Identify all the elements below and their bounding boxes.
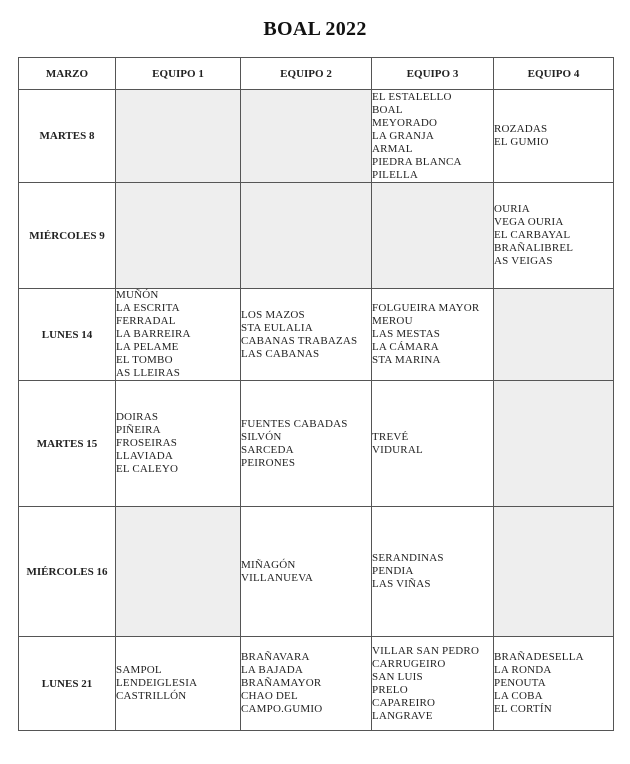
location-name: CHAO DEL xyxy=(241,690,298,702)
column-header-month: MARZO xyxy=(19,58,116,90)
day-cell: LUNES 14 xyxy=(19,289,116,381)
team-3-cell xyxy=(372,637,494,731)
location-name: LOS MAZOS xyxy=(241,308,305,321)
location-name: STA EULALIA xyxy=(241,321,313,334)
team-4-cell xyxy=(494,183,614,289)
team-2-cell xyxy=(241,637,372,731)
location-name: SAMPOL xyxy=(116,664,162,676)
location-name: MUÑÓN xyxy=(116,289,159,301)
team-1-cell xyxy=(116,289,241,381)
location-name: VIDURAL xyxy=(372,443,423,456)
location-name: MEROU xyxy=(372,315,413,327)
location-name: BRAÑAMAYOR xyxy=(241,677,322,689)
header-row xyxy=(19,58,614,90)
location-name: PIÑEIRA xyxy=(116,424,161,436)
location-name: LA ESCRITA xyxy=(116,302,180,314)
location-name: LA RONDA xyxy=(494,664,552,676)
location-name: STA MARINA xyxy=(372,354,441,366)
location-name: LAS CABANAS xyxy=(241,347,320,360)
location-name: PENOUTA xyxy=(494,677,546,689)
team-1-cell xyxy=(116,90,241,183)
location-name: LENDEIGLESIA xyxy=(116,677,198,689)
team-4-cell xyxy=(494,507,614,637)
table-row xyxy=(19,381,614,507)
location-name: SERANDINAS xyxy=(372,552,444,564)
location-name: VILLANUEVA xyxy=(241,571,314,584)
location-name: FROSEIRAS xyxy=(116,437,178,449)
location-name: PENDIA xyxy=(372,565,414,577)
table-row xyxy=(19,289,614,381)
location-name: FOLGUEIRA MAYOR xyxy=(372,302,480,314)
page-title: BOAL 2022 xyxy=(263,18,367,40)
location-name: DOIRAS xyxy=(116,411,159,423)
schedule-body xyxy=(19,90,614,731)
location-name: PEIRONES xyxy=(241,456,296,469)
location-name: OURIA xyxy=(494,203,530,215)
location-name: FUENTES CABADAS xyxy=(241,417,348,430)
location-name: ARMAL xyxy=(372,142,413,155)
location-name: MIÑAGÓN xyxy=(241,558,296,571)
location-name: LANGRAVE xyxy=(372,709,433,722)
team-2-cell xyxy=(241,381,372,507)
table-row xyxy=(19,637,614,731)
team-3-cell xyxy=(372,381,494,507)
team-2-cell xyxy=(241,507,372,637)
location-name: VEGA OURIA xyxy=(494,216,564,228)
location-name: EL ESTALELLO xyxy=(372,90,452,103)
location-name: SILVÓN xyxy=(241,430,282,443)
team-4-cell xyxy=(494,289,614,381)
location-name: LA CÁMARA xyxy=(372,341,439,353)
location-name: EL CALEYO xyxy=(116,463,179,475)
column-header-team-1: EQUIPO 1 xyxy=(116,58,241,90)
location-name: EL CARBAYAL xyxy=(494,229,571,241)
location-name: LAS MESTAS xyxy=(372,328,441,340)
team-4-cell xyxy=(494,90,614,183)
location-name: PIEDRA BLANCA xyxy=(372,155,462,168)
team-2-cell xyxy=(241,90,372,183)
location-name: EL CORTÍN xyxy=(494,703,552,715)
team-2-cell xyxy=(241,183,372,289)
location-name: BRAÑAVARA xyxy=(241,651,310,663)
day-cell: MIÉRCOLES 9 xyxy=(19,183,116,289)
location-name: LA BAJADA xyxy=(241,664,303,676)
location-name: AS VEIGAS xyxy=(494,255,553,267)
day-cell: MARTES 15 xyxy=(19,381,116,507)
location-name: MEYORADO xyxy=(372,116,438,129)
team-1-cell xyxy=(116,637,241,731)
column-header-team-3: EQUIPO 3 xyxy=(372,58,494,90)
location-name: CAMPO.GUMIO xyxy=(241,703,323,715)
team-1-cell xyxy=(116,507,241,637)
team-3-cell xyxy=(372,183,494,289)
table-row xyxy=(19,507,614,637)
team-2-cell xyxy=(241,289,372,381)
location-name: LA GRANJA xyxy=(372,129,434,142)
schedule-table xyxy=(18,57,614,731)
location-name: BRAÑADESELLA xyxy=(494,651,584,663)
location-name: BOAL xyxy=(372,103,403,116)
location-name: LA BARREIRA xyxy=(116,328,191,340)
location-name: PRELO xyxy=(372,683,408,696)
location-name: EL TOMBO xyxy=(116,354,173,366)
location-name: LLAVIADA xyxy=(116,450,174,462)
table-row xyxy=(19,90,614,183)
day-cell: MIÉRCOLES 16 xyxy=(19,507,116,637)
location-name: SARCEDA xyxy=(241,443,294,456)
location-name: SAN LUIS xyxy=(372,670,423,683)
location-name: EL GUMIO xyxy=(494,136,549,148)
location-name: CABANAS TRABAZAS xyxy=(241,334,358,347)
team-4-cell xyxy=(494,381,614,507)
team-1-cell xyxy=(116,183,241,289)
column-header-team-4: EQUIPO 4 xyxy=(494,58,614,90)
team-3-cell xyxy=(372,90,494,183)
location-name: CAPAREIRO xyxy=(372,696,436,709)
location-name: CASTRILLÓN xyxy=(116,690,187,702)
location-name: CARRUGEIRO xyxy=(372,657,446,670)
team-3-cell xyxy=(372,289,494,381)
location-name: LA COBA xyxy=(494,690,543,702)
location-name: TREVÉ xyxy=(372,430,409,443)
location-name: PILELLA xyxy=(372,168,419,181)
location-name: AS LLEIRAS xyxy=(116,367,181,379)
team-4-cell xyxy=(494,637,614,731)
location-name: VILLAR SAN PEDRO xyxy=(372,644,480,657)
day-cell: LUNES 21 xyxy=(19,637,116,731)
location-name: BRAÑALIBREL xyxy=(494,242,574,254)
column-header-team-2: EQUIPO 2 xyxy=(241,58,372,90)
location-name: ROZADAS xyxy=(494,123,548,135)
location-name: LAS VIÑAS xyxy=(372,578,431,590)
team-1-cell xyxy=(116,381,241,507)
table-row xyxy=(19,183,614,289)
team-3-cell xyxy=(372,507,494,637)
location-name: LA PELAME xyxy=(116,341,179,353)
location-name: FERRADAL xyxy=(116,315,176,327)
day-cell: MARTES 8 xyxy=(19,90,116,183)
